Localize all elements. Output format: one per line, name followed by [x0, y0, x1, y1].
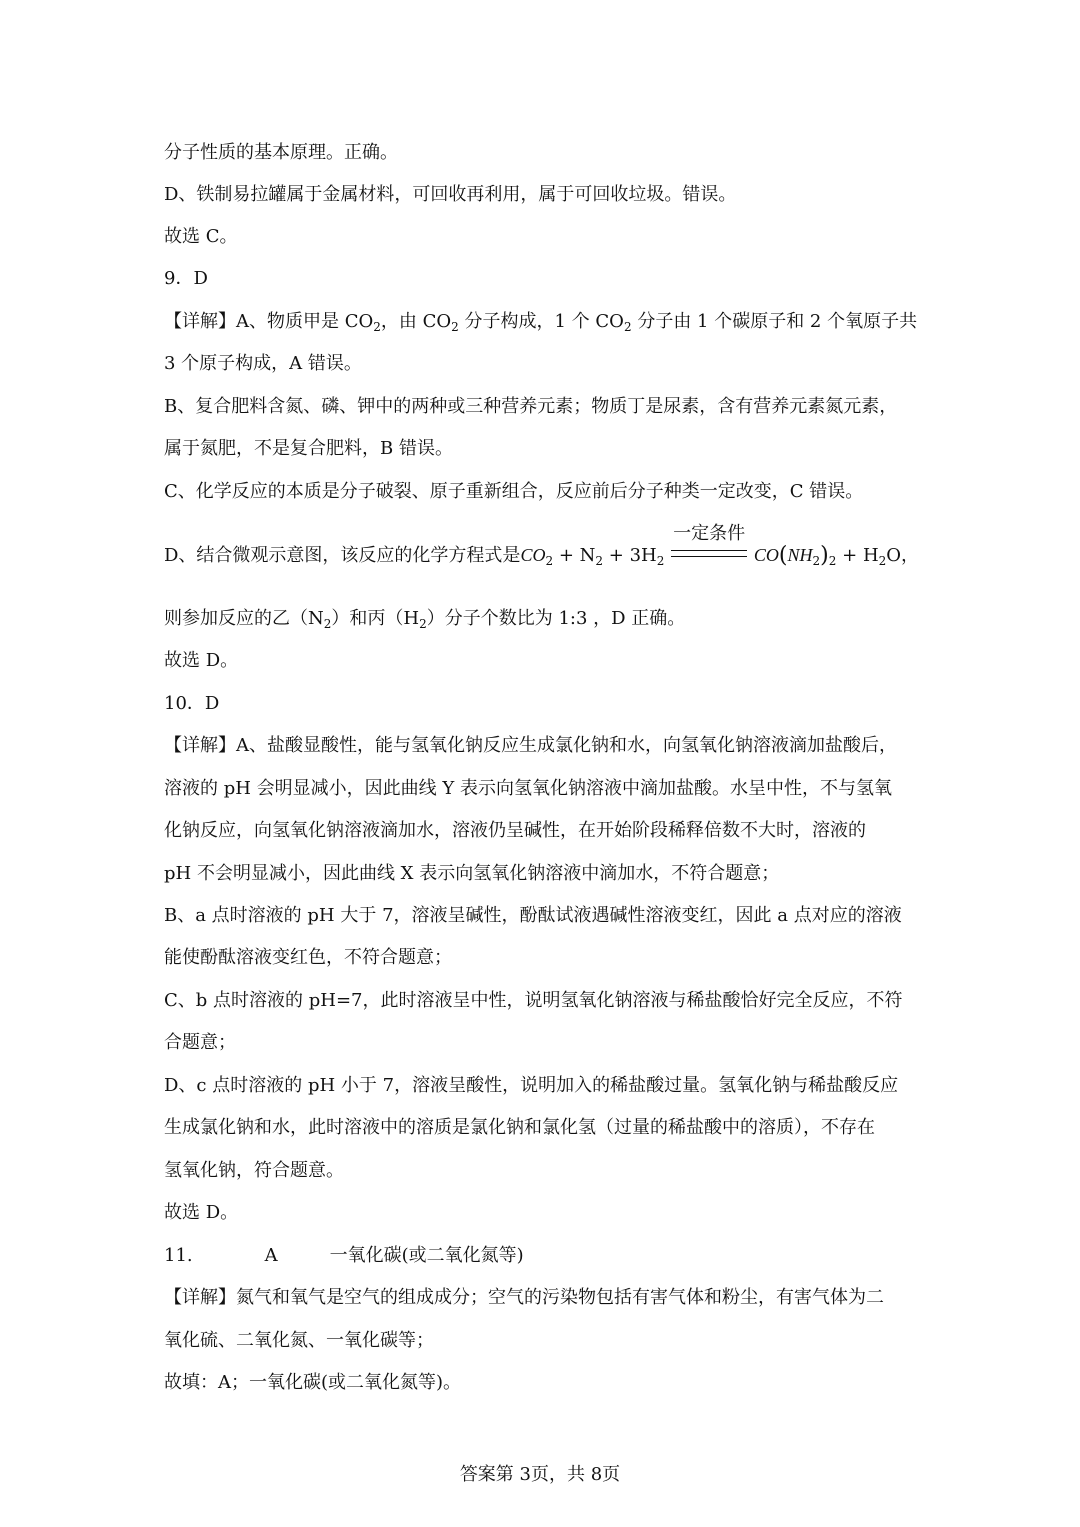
text-line — [164, 904, 924, 928]
subscript: 2 — [323, 617, 332, 631]
reaction-condition — [670, 523, 748, 568]
eq-term: CO — [520, 545, 546, 565]
question-number: 11. — [164, 1245, 193, 1266]
text-segment: ，由 CO — [380, 311, 452, 332]
line-text: C、b 点时溶液的 pH=7，此时溶液呈中性，说明氢氧化钠溶液与稀盐酸恰好完全反应，不符 — [164, 990, 903, 1011]
line-text: B、a 点时溶液的 pH 大于 7，溶液呈碱性，酚酞试液遇碱性溶液变红，因此 a 点对应的溶液 — [164, 905, 902, 926]
line-text: 故选 C。 — [164, 226, 238, 247]
text-line — [164, 649, 924, 673]
subscript: 2 — [451, 320, 459, 334]
subscript: 2 — [623, 320, 632, 334]
text-segment: 分子构成，1 个 CO — [458, 311, 624, 332]
text-line — [164, 1074, 924, 1098]
text-line — [164, 989, 924, 1013]
page-footer — [0, 1463, 1080, 1487]
line-text: 【详解】A、盐酸显酸性，能与氢氧化钠反应生成氯化钠和水，向氢氧化钠溶液滴加盐酸后， — [164, 735, 897, 756]
subscript: 2 — [656, 554, 665, 568]
eq-term: N — [579, 545, 596, 566]
text-line — [164, 819, 924, 843]
text-line — [164, 480, 924, 504]
line-text: 合题意； — [164, 1032, 236, 1053]
eq-term: CO — [753, 545, 779, 565]
subscript: 2 — [828, 554, 837, 568]
line-text: 分子性质的基本原理。正确。 — [164, 142, 398, 163]
text-line — [164, 734, 924, 758]
q9-equation-line — [164, 523, 924, 568]
line-text: C、化学反应的本质是分子破裂、原子重新组合，反应前后分子种类一定改变，C 错误。 — [164, 481, 864, 502]
line-text: 故选 D。 — [164, 1202, 239, 1223]
text-line — [164, 777, 924, 801]
text-segment: 分子由 1 个碳原子和 2 个氧原子共 — [631, 311, 918, 332]
text-segment: ）分子个数比为 1:3 ，D 正确。 — [426, 608, 686, 629]
line-text: 故填：A；一氧化碳(或二氧化氮等)。 — [164, 1372, 462, 1393]
text-line — [164, 1329, 924, 1353]
question-9-number — [164, 267, 924, 291]
line-text: 溶液的 pH 会明显减小，因此曲线 Y 表示向氢氧化钠溶液中滴加盐酸。水呈中性，不与氢氧 — [164, 778, 892, 799]
answer-blank-1: A — [264, 1245, 278, 1266]
subscript: 2 — [545, 554, 554, 568]
text-line — [164, 437, 924, 461]
text-line — [164, 183, 924, 207]
eq-term: NH — [787, 545, 813, 565]
line-text: 化钠反应，向氢氧化钠溶液滴加水，溶液仍呈碱性，在开始阶段稀释倍数不大时，溶液的 — [164, 820, 866, 841]
text-line — [164, 141, 924, 165]
line-text: 【详解】氮气和氧气是空气的组成成分；空气的污染物包括有害气体和粉尘，有害气体为二 — [164, 1287, 884, 1308]
condition-label: 一定条件 — [673, 523, 746, 544]
line-text: 属于氮肥，不是复合肥料，B 错误。 — [164, 438, 453, 459]
q9-detail-a — [164, 310, 924, 334]
line-text: D、铁制易拉罐属于金属材料，可回收再利用，属于可回收垃圾。错误。 — [164, 184, 737, 205]
text-line — [164, 395, 924, 419]
line-text: 能使酚酞溶液变红色，不符合题意； — [164, 947, 452, 968]
question-11-answers — [164, 1244, 924, 1268]
eq-operator: + — [558, 545, 574, 566]
line-text: pH 不会明显减小，因此曲线 X 表示向氢氧化钠溶液中滴加水，不符合题意； — [164, 863, 780, 884]
text-line — [164, 1116, 924, 1140]
subscript: 2 — [373, 320, 381, 334]
text-segment: ）和丙（H — [331, 608, 420, 629]
text-segment: D、结合微观示意图，该反应的化学方程式是 — [164, 545, 521, 566]
question-10-number — [164, 692, 924, 716]
q9-ratio-line — [164, 607, 924, 631]
eq-term: H — [862, 545, 879, 566]
line-text: 氢氧化钠，符合题意。 — [164, 1160, 344, 1181]
eq-term: O — [886, 545, 902, 566]
page-number: 答案第 3页，共 8页 — [459, 1464, 621, 1485]
text-line — [164, 862, 924, 886]
text-line — [164, 1031, 924, 1055]
text-segment: 【详解】A、物质甲是 CO — [164, 311, 374, 332]
text-line — [164, 352, 924, 376]
line-text: D、c 点时溶液的 pH 小于 7，溶液呈酸性，说明加入的稀盐酸过量。氢氧化钠与稀盐酸反应 — [164, 1075, 899, 1096]
line-text: B、复合肥料含氮、磷、钾中的两种或三种营养元素；物质丁是尿素，含有营养元素氮元素， — [164, 396, 898, 417]
text-line — [164, 1371, 924, 1395]
paren: ( — [778, 543, 788, 568]
text-line — [164, 1286, 924, 1310]
text-line — [164, 946, 924, 970]
line-text: 10．D — [164, 693, 220, 714]
line-text: 9．D — [164, 268, 208, 289]
line-text: 生成氯化钠和水，此时溶液中的溶质是氯化钠和氯化氢（过量的稀盐酸中的溶质），不存在 — [164, 1117, 875, 1138]
text-segment: 则参加反应的乙（N — [164, 608, 324, 629]
paren: ) — [820, 543, 829, 568]
chemical-equation — [520, 523, 920, 568]
subscript: 2 — [595, 554, 604, 568]
subscript: 2 — [419, 617, 427, 631]
text-line — [164, 1159, 924, 1183]
subscript: 2 — [812, 554, 821, 568]
eq-operator: + — [608, 545, 624, 566]
text-line — [164, 225, 924, 249]
eq-term: 3H — [629, 545, 657, 566]
line-text: 氧化硫、二氧化氮、一氧化碳等； — [164, 1330, 434, 1351]
subscript: 2 — [878, 554, 887, 568]
eq-comma: ， — [901, 545, 920, 566]
text-line — [164, 1201, 924, 1225]
line-text: 3 个原子构成，A 错误。 — [164, 353, 362, 374]
eq-operator: + — [842, 545, 858, 566]
answer-blank-2: 一氧化碳(或二氧化氮等) — [329, 1245, 524, 1266]
equals-sign — [671, 550, 747, 557]
line-text: 故选 D。 — [164, 650, 239, 671]
